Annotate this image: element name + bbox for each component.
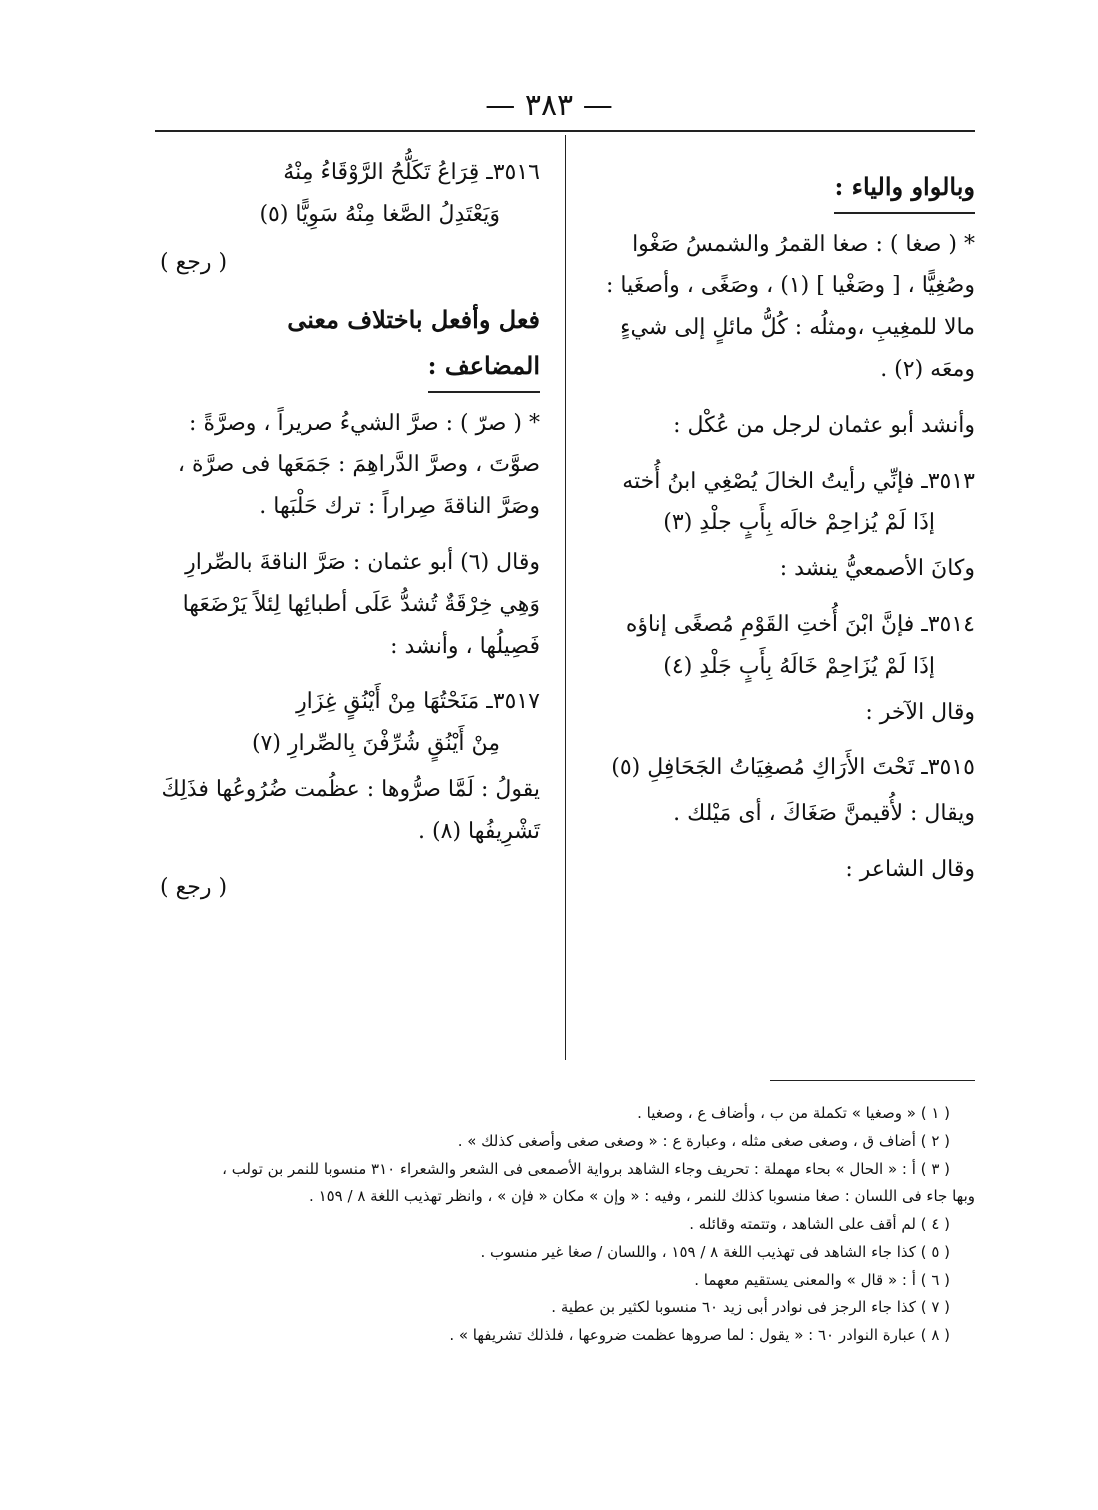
footnote-continuation: وبها جاء فى اللسان : صغا منسوبا كذلك للنمر ، وفيه : « وإن » مكان « فإن » ، وانظر تهذيب اللغة ٨ / ١٥٩ .	[309, 1187, 975, 1206]
top-rule	[155, 130, 975, 132]
section-title-underlined: المضاعف :	[428, 343, 540, 393]
explanation: يقولُ : لَمَّا صرُّوها : عظُمت ضُرُوعُها فذَلِكَ تَشْرِيفُها (٨) .	[161, 776, 540, 844]
intro-line: وأنشد أبو عثمان لرجل من عُكْل :	[673, 412, 975, 438]
verse-3514	[590, 604, 975, 688]
verse-3517	[160, 681, 540, 765]
verse-line: ٣٥١٣ـ فإنِّي رأيتُ الخالَ يُصْغِي ابنُ أُخته	[622, 468, 975, 494]
verse-3515: ٣٥١٥ـ تَحْتَ الأَرَاكِ مُصغِيَاتُ الجَحَافِلِ (٥)	[611, 755, 975, 781]
section-title: فعل وأفعل باختلاف معنى	[287, 305, 540, 335]
intro-line: وكانَ الأصمعيُّ ينشد :	[779, 556, 975, 582]
entry-sagha: * ( صغا ) : صغا القمرُ والشمسُ صَغْوا وصُغِيًّا ، [ وصَغْيا ] (١) ، وصَغًى ، وأصغَيا : مالا للمغِيبِ ،ومثلُه : كُلُّ مائلٍ إلى شيءٍ ومعَه (٢) .	[606, 231, 975, 382]
body-line: ويقال : لأُقيمنَّ صَغَاكَ ، أى مَيْلك .	[673, 801, 975, 827]
verse-line: إذَا لَمْ يُزَاحِمْ خَالَهُ بِأَبٍ جَلْدِ (٤)	[663, 653, 935, 679]
verse-line: إذَا لَمْ يُزاحِمْ خالَه بِأَبٍ جلْدِ (٣)	[663, 510, 935, 536]
footnote: ( ٥ ) كذا جاء الشاهد فى تهذيب اللغة ٨ / ١٥٩ ، واللسان / صغا غير منسوب .	[480, 1242, 950, 1261]
verse-line: وَيَعْتَدِلُ الصَّغا مِنْهُ سَوِيًّا (٥)	[259, 201, 500, 227]
footnote: ( ٨ ) عبارة النوادر ٦٠ : « يقول : لما صروها عظمت ضروعها ، فلذلك تشريفها » .	[449, 1326, 950, 1344]
verse-3513	[590, 461, 975, 545]
footnote-rule	[770, 1080, 975, 1081]
column-divider	[565, 135, 566, 1060]
intro-line: وقال الشاعر :	[845, 856, 975, 882]
footnote: ( ١ ) « وصغيا » تكملة من ب ، وأضاف ع ، وصغيا .	[637, 1104, 950, 1122]
cross-reference: ( رجع )	[160, 249, 228, 275]
verse-line: ٣٥١٧ـ مَنَحْتُهَا مِنْ أَيْنُقٍ غِزَارِ	[296, 689, 540, 715]
footnote: ( ٤ ) لم أقف على الشاهد ، وتتمته وقائله .	[689, 1215, 950, 1233]
section-heading-waw-ya: وبالواو والياء :	[834, 164, 975, 214]
intro-line: وقال الآخر :	[865, 699, 975, 725]
page-number: — ٣٨٣ —	[485, 88, 613, 123]
verse-3516	[160, 152, 540, 236]
quote-abu-othman: وقال (٦) أبو عثمان : صَرَّ الناقةَ بالصِّرارِ وَهِي خِرْقَةٌ تُشدُّ عَلَى أطبائِها لِئلاً يَرْضَعَها فَصِيلُها ، وأنشد :	[182, 549, 540, 659]
verse-line: ٣٥١٦ـ قِرَاعُ تَكَلُّحُ الرَّوْقَاءُ مِنْهُ	[283, 160, 540, 185]
right-column	[590, 150, 975, 905]
verse-line: مِنْ أَيْنُقٍ شُرِّفْنَ بِالصِّرارِ (٧)	[251, 731, 500, 757]
footnote: ( ٦ ) أ : « قال » والمعنى يستقيم معهما .	[694, 1270, 950, 1289]
verse-line: ٣٥١٤ـ فإنَّ ابْنَ أُختِ القَوْمِ مُصغًى إناؤه	[625, 611, 975, 637]
entry-sarr: * ( صرّ ) : صرَّ الشيءُ صريراً ، وصرَّةً : صوَّتَ ، وصرَّ الدَّراهِمَ : جَمَعَها فى صرَّة ، وصَرَّ الناقةَ صِراراً : ترك حَلْبَها .	[177, 410, 540, 520]
footnotes	[160, 1100, 975, 1350]
footnote: ( ٧ ) كذا جاء الرجز فى نوادر أبى زيد ٦٠ منسوبا لكثير بن عطية .	[551, 1298, 950, 1317]
cross-reference: ( رجع )	[160, 874, 228, 900]
footnote: ( ٣ ) أ : « الحال » بحاء مهملة : تحريف وجاء الشاهد برواية الأصمعى فى الشعر والشعراء ٣١٠ منسوبا للنمر بن تولب ،	[222, 1159, 950, 1178]
footnote: ( ٢ ) أضاف ق ، وصغى صغى مثله ، وعبارة ع : « وصغى صغى وأصغى كذلك » .	[457, 1131, 950, 1150]
left-column	[160, 150, 540, 918]
